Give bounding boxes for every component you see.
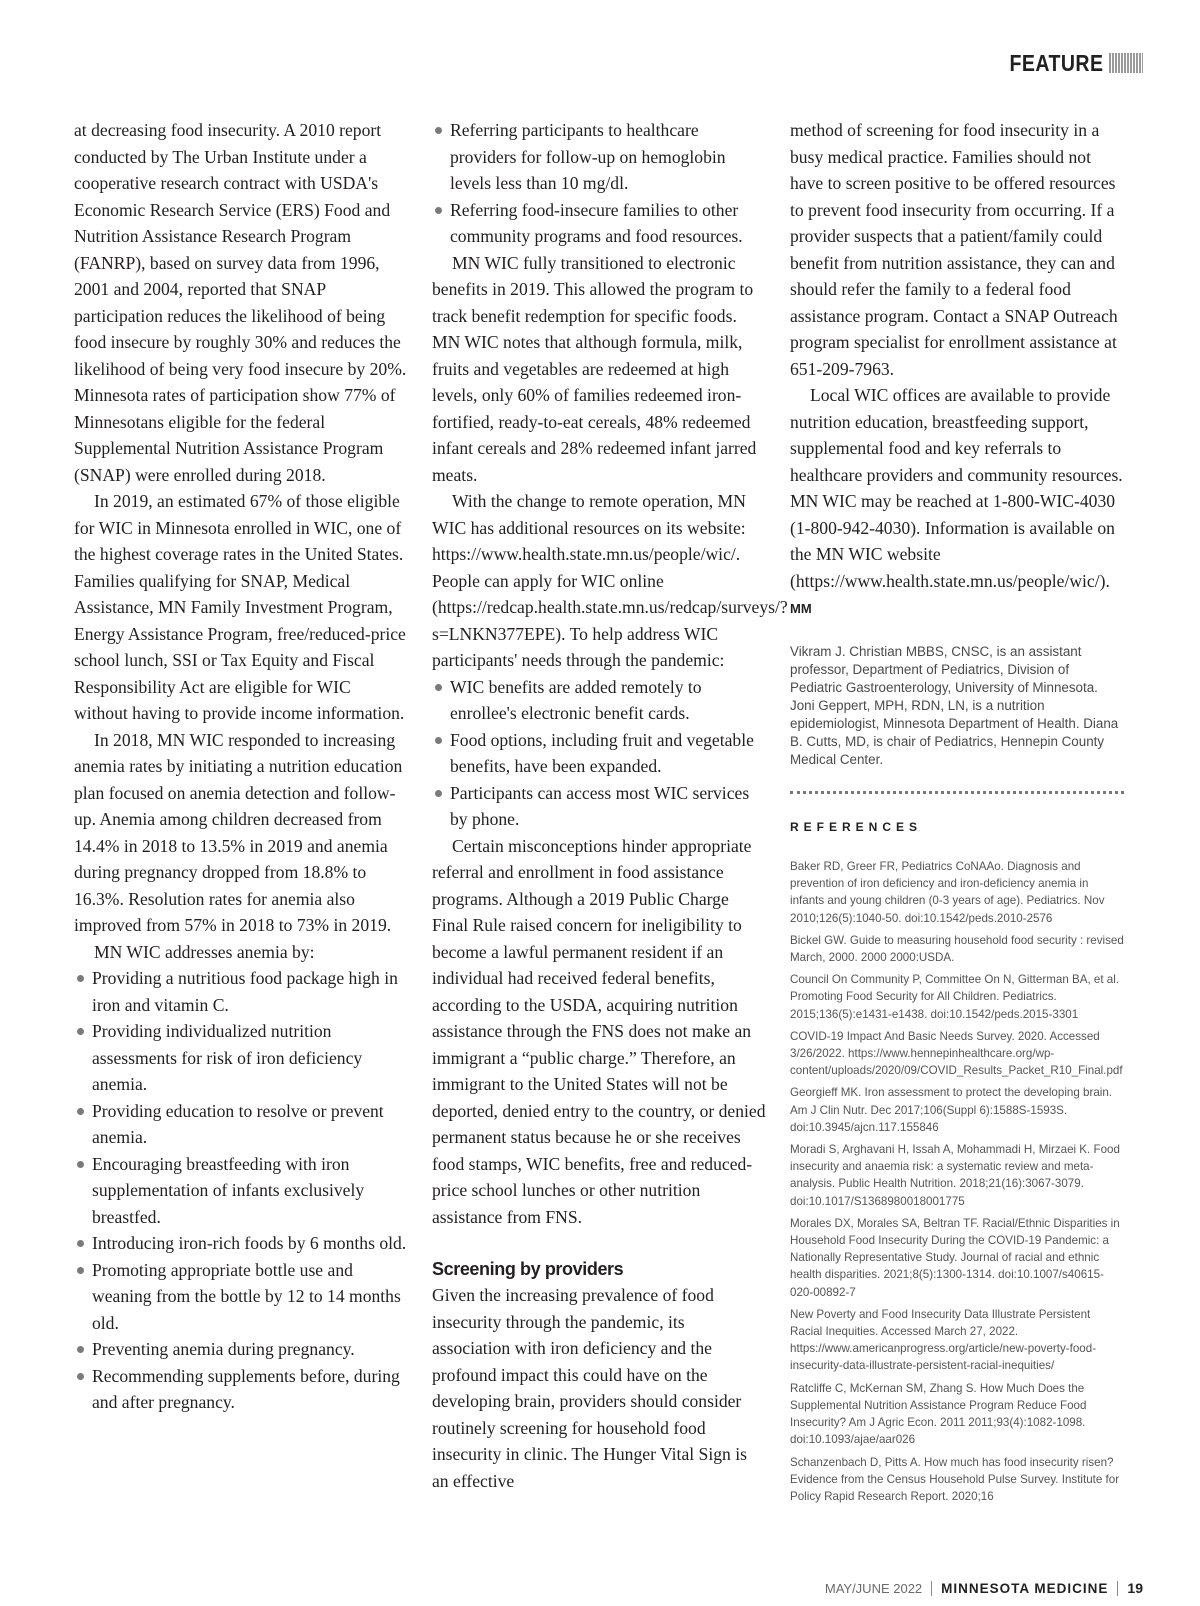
pandemic-measures-list <box>432 674 766 833</box>
article-column-3 <box>790 117 1124 1505</box>
reference-item: Bickel GW. Guide to measuring household food security : revised March, 2000. 2000 2000:USDA. <box>790 933 1124 965</box>
referral-list <box>432 117 766 250</box>
paragraph: In 2019, an estimated 67% of those eligible for WIC in Minnesota enrolled in WIC, one of the highest coverage rates in the United States. Families qualifying for SNAP, Medical Assistance, MN Family Investment Program, Energy Assistance Program, free/reduced-price school lunch, SSI or Tax Equity and Fiscal Responsibility Act are eligible for WIC without having to provide income information. <box>74 491 406 723</box>
paragraph-with-end-mark <box>790 382 1124 623</box>
list-item: Participants can access most WIC services by phone. <box>432 780 766 833</box>
paragraph: In 2018, MN WIC responded to increasing anemia rates by initiating a nutrition education plan focused on anemia detection and follow-up. Anemia among children decreased from 14.4% in 2018 to 13.5% in 2019 and anemia during pregnancy dropped from 18.8% to 16.3%. Resolution rates for anemia also improved from 57% in 2018 to 73% in 2019. <box>74 729 403 935</box>
anemia-actions-list <box>74 965 408 1416</box>
list-item: Referring participants to healthcare providers for follow-up on hemoglobin levels less than 10 mg/dl. <box>432 117 766 197</box>
reference-item: Morales DX, Morales SA, Beltran TF. Racial/Ethnic Disparities in Household Food Insecurity During the COVID-19 Pandemic: a Nationally Representative Study. Journal of racial and ethnic health disparities. 2021;8(5):1300-1314. doi:10.1007/s40615-020-00892-7 <box>790 1216 1120 1299</box>
references-list <box>790 858 1124 1505</box>
end-mark: MM <box>790 601 812 616</box>
list-item: Introducing iron-rich foods by 6 months old. <box>74 1230 408 1257</box>
header-pattern-decoration <box>1109 53 1143 73</box>
list-item: Recommending supplements before, during and after pregnancy. <box>74 1363 408 1416</box>
article-column-1 <box>74 117 408 1416</box>
reference-item: Georgieff MK. Iron assessment to protect the developing brain. Am J Clin Nutr. Dec 2017;106(Suppl 6):1588S-1593S. doi:10.3945/ajcn.117.155846 <box>790 1086 1113 1134</box>
paragraph-text: Local WIC offices are available to provide nutrition education, breastfeeding support, supplemental food and key referrals to healthcare providers and community resources. MN WIC may be reached at 1-800-WIC-4030 (1-800-942-4030). Information is available on the MN WIC website (https://www.health.state.mn.us/people/wic/). <box>790 385 1123 591</box>
list-item: Promoting appropriate bottle use and weaning from the bottle by 12 to 14 months old. <box>74 1257 408 1337</box>
paragraph: method of screening for food insecurity in a busy medical practice. Families should not have to screen positive to be offered resources to prevent food insecurity from occurring. If a provider suspects that a patient/family could benefit from nutrition assistance, they can and should refer the family to a federal food assistance program. Contact a SNAP Outreach program specialist for enrollment assistance at 651-209-7963. <box>790 120 1118 379</box>
author-bio: Vikram J. Christian MBBS, CNSC, is an assistant professor, Department of Pediatrics, Division of Pediatric Gastroenterology, University of Minnesota. Joni Geppert, MPH, RDN, LN, is a nutrition epidemiologist, Minnesota Department of Health. Diana B. Cutts, MD, is chair of Pediatrics, Hennepin County Medical Center. <box>790 643 1119 767</box>
list-item: Food options, including fruit and vegetable benefits, have been expanded. <box>432 727 766 780</box>
list-item: WIC benefits are added remotely to enrollee's electronic benefit cards. <box>432 674 766 727</box>
list-item: Preventing anemia during pregnancy. <box>74 1336 408 1363</box>
reference-item: Moradi S, Arghavani H, Issah A, Mohammadi H, Mirzaei K. Food insecurity and anaemia risk: a systematic review and meta-analysis. Public Health Nutrition. 2018;21(16):3067-3079. doi:10.1017/S1368980018001775 <box>790 1143 1120 1208</box>
list-item: Providing a nutritious food package high in iron and vitamin C. <box>74 965 408 1018</box>
reference-item: Schanzenbach D, Pitts A. How much has food insecurity risen? Evidence from the Census Household Pulse Survey. Institute for Policy Rapid Research Report. 2020;16 <box>790 1455 1120 1503</box>
divider <box>790 791 1124 794</box>
list-item: Providing individualized nutrition assessments for risk of iron deficiency anemia. <box>74 1018 408 1098</box>
section-subheading: Screening by providers <box>432 1259 624 1279</box>
paragraph: at decreasing food insecurity. A 2010 report conducted by The Urban Institute under a cooperative research contract with USDA's Economic Research Service (ERS) Food and Nutrition Assistance Research Program (FANRP), based on survey data from 1996, 2001 and 2004, reported that SNAP participation reduces the likelihood of being food insecure by roughly 30% and reduces the likelihood of being very food insecure by 20%. Minnesota rates of participation show 77% of Minnesotans eligible for the federal Supplemental Nutrition Assistance Program (SNAP) were enrolled during 2018. <box>74 120 407 485</box>
list-item: Providing education to resolve or prevent anemia. <box>74 1098 408 1151</box>
article-column-2 <box>432 117 788 1494</box>
reference-item: Baker RD, Greer FR, Pediatrics CoNAAo. Diagnosis and prevention of iron deficiency and iron-deficiency anemia in infants and young children (0-3 years of age). Pediatrics. Nov 2010;126(5):1040-50. doi:10.1542/peds.2010-2576 <box>790 860 1105 925</box>
footer-separator <box>1117 1581 1118 1596</box>
page-footer <box>825 1580 1143 1596</box>
paragraph: MN WIC fully transitioned to electronic benefits in 2019. This allowed the program to track benefit redemption for specific foods. MN WIC notes that although formula, milk, fruits and vegetables are redeemed at high levels, only 60% of families redeemed iron-fortified, ready-to-eat cereals, 48% redeemed infant cereals and 28% redeemed infant jarred meats. <box>432 252 757 485</box>
issue-date: MAY/JUNE 2022 <box>824 1580 923 1596</box>
references-heading: REFERENCES <box>790 819 923 834</box>
reference-item: Council On Community P, Committee On N, Gitterman BA, et al. Promoting Food Security for All Children. Pediatrics. 2015;136(5):e1431-e1438. doi:10.1542/peds.2015-3301 <box>790 973 1120 1021</box>
footer-separator <box>931 1581 932 1596</box>
paragraph: MN WIC addresses anemia by: <box>94 941 315 962</box>
section-label: FEATURE <box>1009 49 1103 76</box>
paragraph: Certain misconceptions hinder appropriate referral and enrollment in food assistance programs. Although a 2019 Public Charge Final Rule raised concern for ineligibility to become a lawful permanent resident if an individual had received federal benefits, according to the USDA, acquiring nutrition assistance through the FNS does not make an immigrant a “public charge.” Therefore, an immigrant to the United States will not be deported, denied entry to the country, or denied permanent status because he or she receives food stamps, WIC benefits, free and reduced-price school lunches or other nutrition assistance from FNS. <box>432 835 766 1227</box>
list-item: Referring food-insecure families to other community programs and food resources. <box>432 197 766 250</box>
reference-item: Ratcliffe C, McKernan SM, Zhang S. How Much Does the Supplemental Nutrition Assistance Program Reduce Food Insecurity? Am J Agric Econ. 2011 2011;93(4):1082-1098. doi:10.1093/ajae/aar026 <box>790 1381 1087 1447</box>
list-item: Encouraging breastfeeding with iron supplementation of infants exclusively breastfed. <box>74 1151 408 1231</box>
reference-item: COVID-19 Impact And Basic Needs Survey. 2020. Accessed 3/26/2022. https://www.hennepinhealthcare.org/wp-content/uploads/2020/09/COVID_Results_Packet_R10_Final.pdf <box>790 1029 1123 1078</box>
publication-name: MINNESOTA MEDICINE <box>941 1580 1109 1596</box>
page-number: 19 <box>1127 1580 1143 1596</box>
paragraph: With the change to remote operation, MN WIC has additional resources on its website: https://www.health.state.mn.us/people/wic/. People can apply for WIC online (https://redcap.health.state.mn.us/redcap/surveys/?s=LNKN377EPE). To help address WIC participants' needs through the pandemic: <box>432 491 788 670</box>
section-header <box>993 50 1143 76</box>
reference-item: New Poverty and Food Insecurity Data Illustrate Persistent Racial Inequities. Accessed March 27, 2022. https://www.americanprogress.org/article/new-poverty-food-insecurity-data-illustrate-persistent-racial-inequities/ <box>790 1307 1097 1373</box>
paragraph: Given the increasing prevalence of food insecurity through the pandemic, its association with iron deficiency and the profound impact this could have on the developing brain, providers should consider routinely screening for household food insecurity in clinic. The Hunger Vital Sign is an effective <box>432 1285 747 1491</box>
